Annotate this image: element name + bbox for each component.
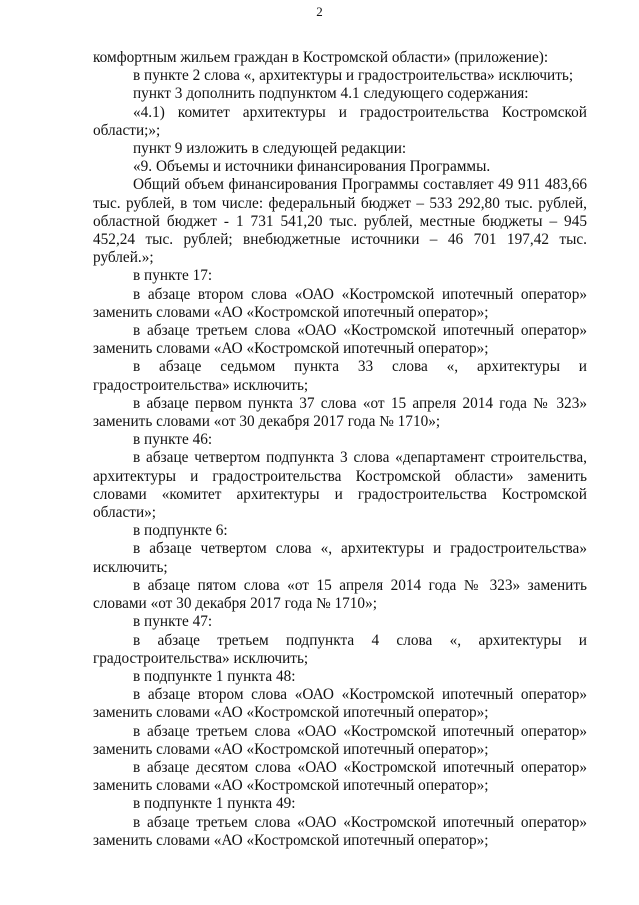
paragraph: комфортным жильем граждан в Костромской области» (приложение): (93, 49, 549, 66)
paragraph: в абзаце третьем слова «ОАО «Костромской ипотечный оператор» заменить словами «АО «Костромской ипотечный оператор»; (93, 722, 587, 758)
paragraph: пункт 3 дополнить подпунктом 4.1 следующего содержания: (133, 85, 529, 103)
paragraph: в абзаце десятом слова «ОАО «Костромской ипотечный оператор» заменить словами «АО «Костромской ипотечный оператор»; (93, 758, 587, 795)
paragraph: в пункте 47: (133, 613, 213, 631)
paragraph: в абзаце пятом слова «от 15 апреля 2014 года № 323» заменить словами «от 30 декабря 2017 года № 1710»; (93, 576, 587, 613)
paragraph: в абзаце четвертом слова «, архитектуры и градостроительства» исключить; (93, 540, 587, 576)
paragraph: в пункте 2 слова «, архитектуры и градостроительства» исключить; (133, 67, 574, 85)
paragraph: в абзаце седьмом пункта 33 слова «, архитектуры и градостроительства» исключить; (93, 358, 587, 394)
paragraph: в абзаце четвертом подпункта 3 слова «департамент строительства, архитектуры и градостроительства Костромской области» заменить словами «комитет архитектуры и градостроительства Костромской области»; (93, 449, 587, 522)
paragraph: в подпункте 1 пункта 48: (133, 667, 296, 685)
paragraph: в абзаце втором слова «ОАО «Костромской ипотечный оператор» заменить словами «АО «Костромской ипотечный оператор»; (93, 285, 587, 321)
paragraph: в абзаце третьем слова «ОАО «Костромской ипотечный оператор» заменить словами «АО «Костромской ипотечный оператор»; (93, 813, 587, 849)
paragraph: «4.1) комитет архитектуры и градостроительства Костромской области;»; (93, 103, 587, 139)
paragraph: в абзаце втором слова «ОАО «Костромской ипотечный оператор» заменить словами «АО «Костромской ипотечный оператор»; (93, 686, 587, 722)
paragraph: в пункте 17: (133, 267, 213, 285)
paragraph: в подпункте 6: (133, 522, 228, 540)
paragraph: Общий объем финансирования Программы составляет 49 911 483,66 тыс. рублей, в том числе: федеральный бюджет – 533 292,80 тыс. рублей, областной бюджет - 1 731 541,20 тыс. рублей, местные бюджеты – 945 452,24 тыс. рублей; внебюджетные источники – 46 701 197,42 тыс. рублей.»; (93, 176, 587, 267)
paragraph: в пункте 46: (133, 431, 213, 449)
document-body (93, 49, 587, 850)
paragraph: в абзаце третьем подпункта 4 слова «, архитектуры и градостроительства» исключить; (93, 631, 587, 667)
paragraph: «9. Объемы и источники финансирования Программы. (133, 158, 491, 176)
paragraph: в абзаце первом пункта 37 слова «от 15 апреля 2014 года № 323» заменить словами «от 30 декабря 2017 года № 1710»; (93, 394, 587, 431)
paragraph: в абзаце третьем слова «ОАО «Костромской ипотечный оператор» заменить словами «АО «Костромской ипотечный оператор»; (93, 322, 587, 358)
page-number: 2 (316, 4, 323, 19)
paragraph: в подпункте 1 пункта 49: (133, 795, 296, 813)
paragraph: пункт 9 изложить в следующей редакции: (133, 140, 407, 158)
